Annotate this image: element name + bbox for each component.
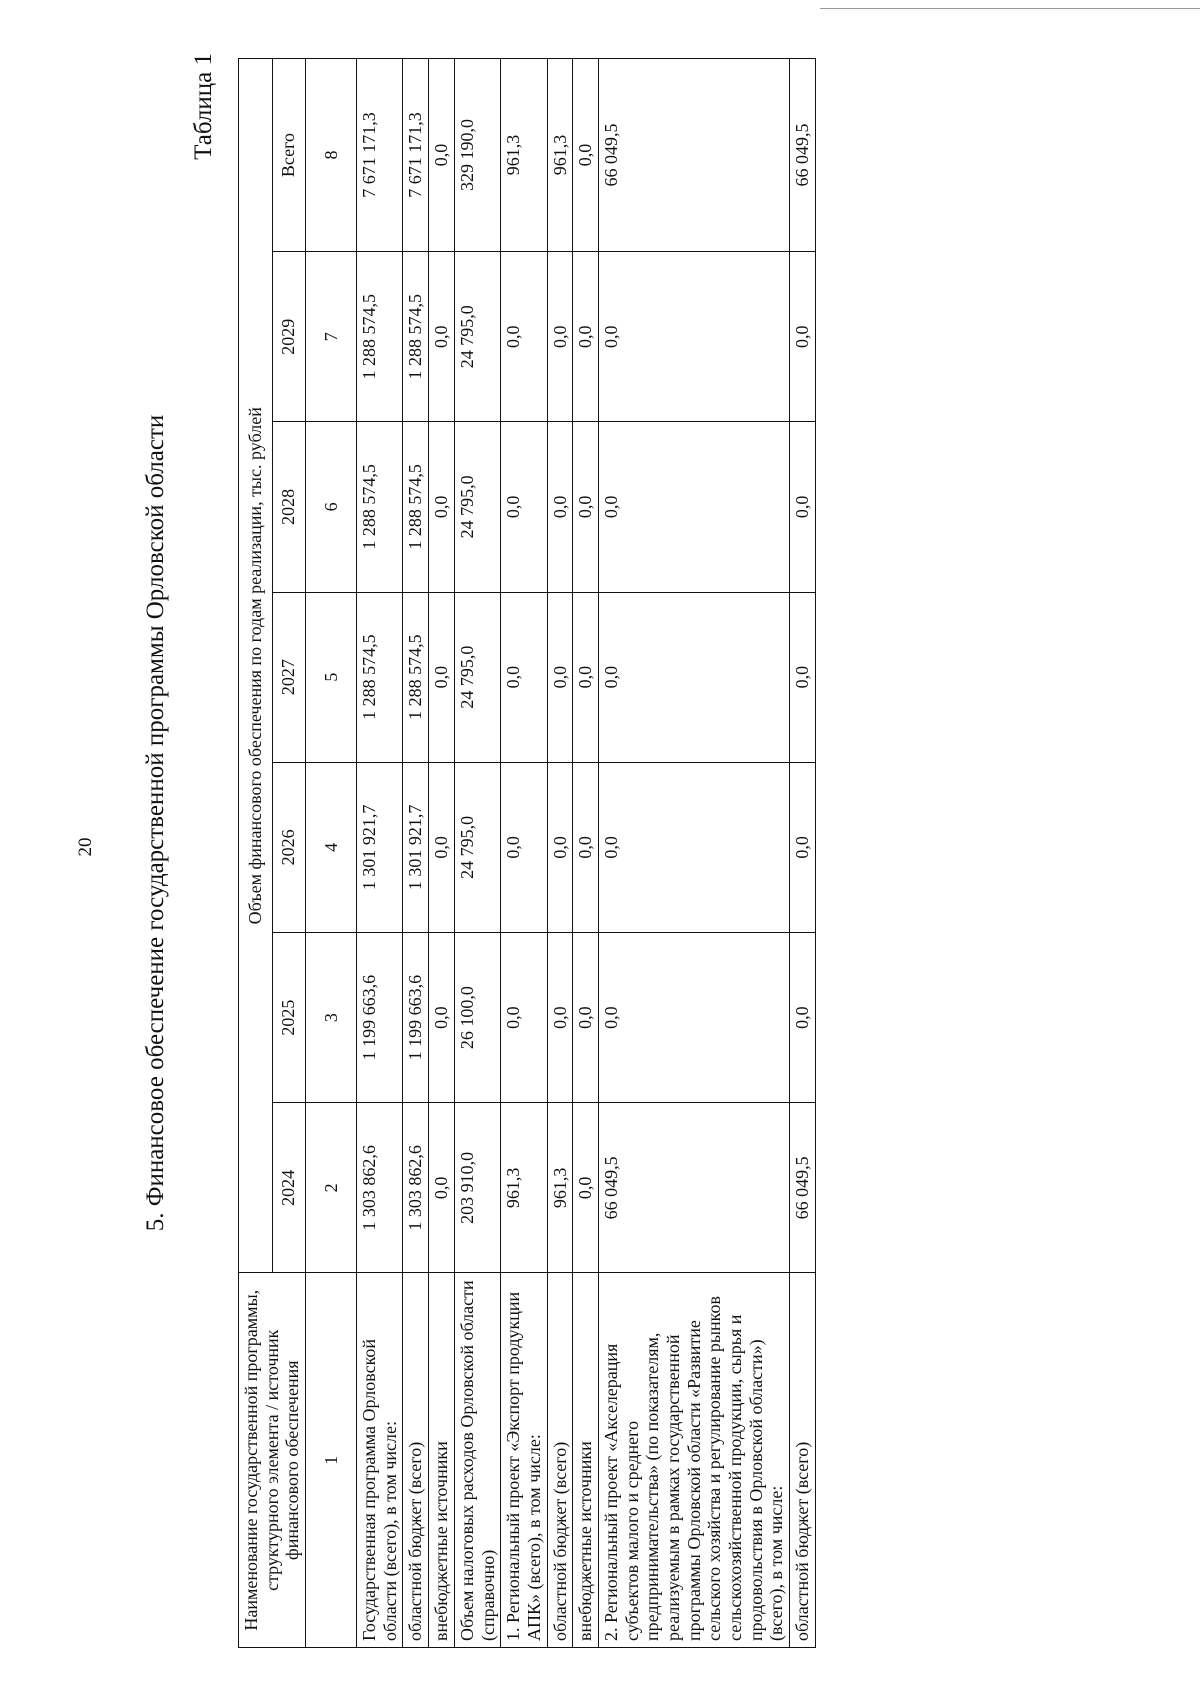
row-year-value: 1 288 574,5 (403, 252, 429, 422)
index-cell: 2 (306, 1103, 357, 1273)
row-year-value: 1 303 862,6 (357, 1103, 403, 1273)
row-year-value: 1 199 663,6 (403, 933, 429, 1103)
row-year-value: 961,3 (501, 1103, 547, 1273)
index-cell: 3 (306, 933, 357, 1103)
table-row (357, 59, 403, 1648)
row-year-value: 0,0 (501, 422, 547, 592)
row-year-value: 1 288 574,5 (357, 422, 403, 592)
row-year-value: 0,0 (501, 252, 547, 422)
table-row (403, 59, 429, 1648)
row-year-value: 0,0 (573, 762, 599, 932)
table-row (790, 59, 816, 1648)
row-year-value: 1 199 663,6 (357, 933, 403, 1103)
row-year-value: 203 910,0 (454, 1103, 500, 1273)
row-year-value: 24 795,0 (454, 762, 500, 932)
row-year-value: 66 049,5 (790, 1103, 816, 1273)
section-title: 5. Финансовое обеспечение государственной программы Орловской области (142, 414, 169, 1232)
row-name: областной бюджет (всего) (403, 1273, 429, 1648)
row-year-value: 1 301 921,7 (357, 762, 403, 932)
index-cell: 8 (306, 59, 357, 252)
header-year: 2029 (272, 252, 306, 422)
row-year-value: 0,0 (598, 422, 789, 592)
row-year-value: 961,3 (547, 1103, 573, 1273)
row-year-value: 66 049,5 (598, 1103, 789, 1273)
row-year-value: 0,0 (790, 762, 816, 932)
row-year-value: 1 288 574,5 (403, 422, 429, 592)
row-year-value: 0,0 (598, 252, 789, 422)
row-year-value: 0,0 (429, 762, 455, 932)
header-total: Всего (272, 59, 306, 252)
row-total-value: 66 049,5 (790, 59, 816, 252)
row-year-value: 0,0 (429, 1103, 455, 1273)
row-year-value: 0,0 (573, 592, 599, 762)
row-year-value: 1 288 574,5 (357, 592, 403, 762)
table-label: Таблица 1 (190, 53, 217, 160)
row-year-value: 0,0 (598, 933, 789, 1103)
row-total-value: 0,0 (429, 59, 455, 252)
row-year-value: 0,0 (790, 422, 816, 592)
header-year: 2025 (272, 933, 306, 1103)
index-cell: 1 (306, 1273, 357, 1648)
header-group-label: Объем финансового обеспечения по годам реализации, тыс. рублей (239, 59, 273, 1273)
index-cell: 6 (306, 422, 357, 592)
table-row (547, 59, 573, 1648)
row-year-value: 1 288 574,5 (357, 252, 403, 422)
row-year-value: 0,0 (429, 422, 455, 592)
row-total-value: 66 049,5 (598, 59, 789, 252)
row-year-value: 24 795,0 (454, 252, 500, 422)
row-total-value: 7 671 171,3 (403, 59, 429, 252)
row-year-value: 24 795,0 (454, 422, 500, 592)
row-year-value: 0,0 (429, 252, 455, 422)
financing-table (238, 58, 816, 1648)
row-year-value: 1 301 921,7 (403, 762, 429, 932)
row-year-value: 0,0 (573, 252, 599, 422)
row-name: 1. Региональный проект «Экспорт продукции АПК» (всего), в том числе: (501, 1273, 547, 1648)
row-year-value: 0,0 (547, 933, 573, 1103)
row-year-value: 0,0 (573, 422, 599, 592)
header-year: 2027 (272, 592, 306, 762)
header-year: 2028 (272, 422, 306, 592)
row-total-value: 7 671 171,3 (357, 59, 403, 252)
row-year-value: 0,0 (790, 252, 816, 422)
row-year-value: 0,0 (547, 422, 573, 592)
row-year-value: 0,0 (547, 592, 573, 762)
row-name: внебюджетные источники (573, 1273, 599, 1648)
row-year-value: 24 795,0 (454, 592, 500, 762)
row-year-value: 0,0 (573, 933, 599, 1103)
index-row (306, 59, 357, 1648)
row-year-value: 0,0 (547, 252, 573, 422)
table-row (501, 59, 547, 1648)
row-year-value: 26 100,0 (454, 933, 500, 1103)
row-year-value: 0,0 (501, 592, 547, 762)
row-total-value: 961,3 (501, 59, 547, 252)
header-year: 2024 (272, 1103, 306, 1273)
row-name: областной бюджет (всего) (790, 1273, 816, 1648)
row-year-value: 0,0 (429, 933, 455, 1103)
row-year-value: 0,0 (598, 592, 789, 762)
row-name: Объем налоговых расходов Орловской области (справочно) (454, 1273, 500, 1648)
row-year-value: 0,0 (429, 592, 455, 762)
table-row (454, 59, 500, 1648)
row-year-value: 0,0 (501, 933, 547, 1103)
row-name: внебюджетные источники (429, 1273, 455, 1648)
row-total-value: 961,3 (547, 59, 573, 252)
row-year-value: 0,0 (547, 762, 573, 932)
row-name: 2. Региональный проект «Акселерация субъектов малого и среднего предпринимательства» (по показателям, реализуемым в рамках государственной программы Орловской области «Развитие сельского хозяйства и регулирование рынков сельскохозяйственной продукции, сырья и продовольствия в Орловской области») (всего), в том числе: (598, 1273, 789, 1648)
row-name: областной бюджет (всего) (547, 1273, 573, 1648)
header-year: 2026 (272, 762, 306, 932)
row-year-value: 0,0 (573, 1103, 599, 1273)
table-row (429, 59, 455, 1648)
index-cell: 4 (306, 762, 357, 932)
row-total-value: 0,0 (573, 59, 599, 252)
row-name: Государственная программа Орловской области (всего), в том числе: (357, 1273, 403, 1648)
row-year-value: 1 303 862,6 (403, 1103, 429, 1273)
index-cell: 5 (306, 592, 357, 762)
page-number: 20 (75, 837, 96, 857)
row-total-value: 329 190,0 (454, 59, 500, 252)
row-year-value: 0,0 (790, 592, 816, 762)
index-cell: 7 (306, 252, 357, 422)
header-name-column: Наименование государственной программы, структурного элемента / источник финансового обеспечения (239, 1273, 306, 1648)
table-row (573, 59, 599, 1648)
row-year-value: 0,0 (790, 933, 816, 1103)
row-year-value: 1 288 574,5 (403, 592, 429, 762)
row-year-value: 0,0 (598, 762, 789, 932)
row-year-value: 0,0 (501, 762, 547, 932)
table-row (598, 59, 789, 1648)
